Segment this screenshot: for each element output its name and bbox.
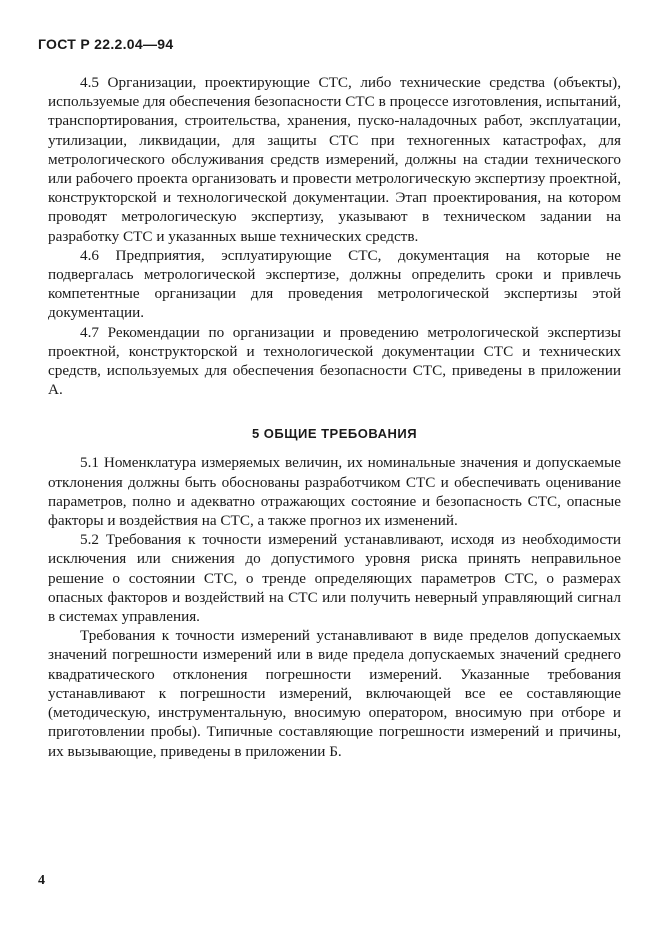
paragraph-5-2-continued: Требования к точности измерений устанавливают в виде пределов допускаемых значений погрешности измерений или в виде предела допускаемых значений среднего квадратического отклонения погрешности измерений. Указанные требования устанавливают к погрешности измерений, включающей все ее составляющие (методическую, инструментальную, вносимую оператором, вносимую при отборе и приготовлении пробы). Типичные составляющие погрешности измерений и причины, их вызывающие, приведены в приложении Б. [48,627,621,760]
paragraph-4-5: 4.5 Организации, проектирующие СТС, либо технические средства (объекты), используемые для обеспечения безопасности СТС в процессе изготовления, испытаний, транспортирования, строительства, хранения, пуско-наладочных работ, эксплуатации, утилизации, ликвидации, для защиты СТС при техногенных катастрофах, для метрологического обслуживания средств измерений, должны на стадии технического или рабочего проекта организовать и провести метрологическую экспертизу проектной, конструкторской и технологической документации. Этап проектирования, на котором проводят метрологическую экспертизу, указывают в техническом задании на разработку СТС и указанных выше технических средств. [48,74,621,245]
paragraph-5-2: 5.2 Требования к точности измерений устанавливают, исходя из необходимости исключения или снижения до допустимого уровня риска принять неправильное решение о состоянии СТС, о тренде определяющих параметров СТС, о размерах опасных факторов и воздействий на СТС или получить неверный управляющий сигнал в системах управления. [48,531,621,626]
page-content [48,73,621,761]
document-header: ГОСТ Р 22.2.04—94 [38,36,174,52]
section-title: 5 ОБЩИЕ ТРЕБОВАНИЯ [251,426,418,442]
page-number: 4 [38,873,45,888]
paragraph-4-7: 4.7 Рекомендации по организации и проведению метрологической экспертизы проектной, конструкторской и технологической документации СТС и технических средств, используемых для обеспечения безопасности СТС, приведены в приложении А. [48,323,621,399]
paragraph-4-6: 4.6 Предприятия, эсплуатирующие СТС, документация на которые не подвергалась метрологической экспертизе, должны определить сроки и привлечь компетентные организации для проведения метрологической экспертизы этой документации. [48,246,621,322]
paragraph-5-1: 5.1 Номенклатура измеряемых величин, их номинальные значения и допускаемые отклонения должны быть обоснованы разработчиком СТС и обеспечивать оценивание параметров, полно и адекватно отражающих состояние и безопасность СТС, опасные факторы и воздействия на СТС, а также прогноз их изменений. [48,454,621,530]
